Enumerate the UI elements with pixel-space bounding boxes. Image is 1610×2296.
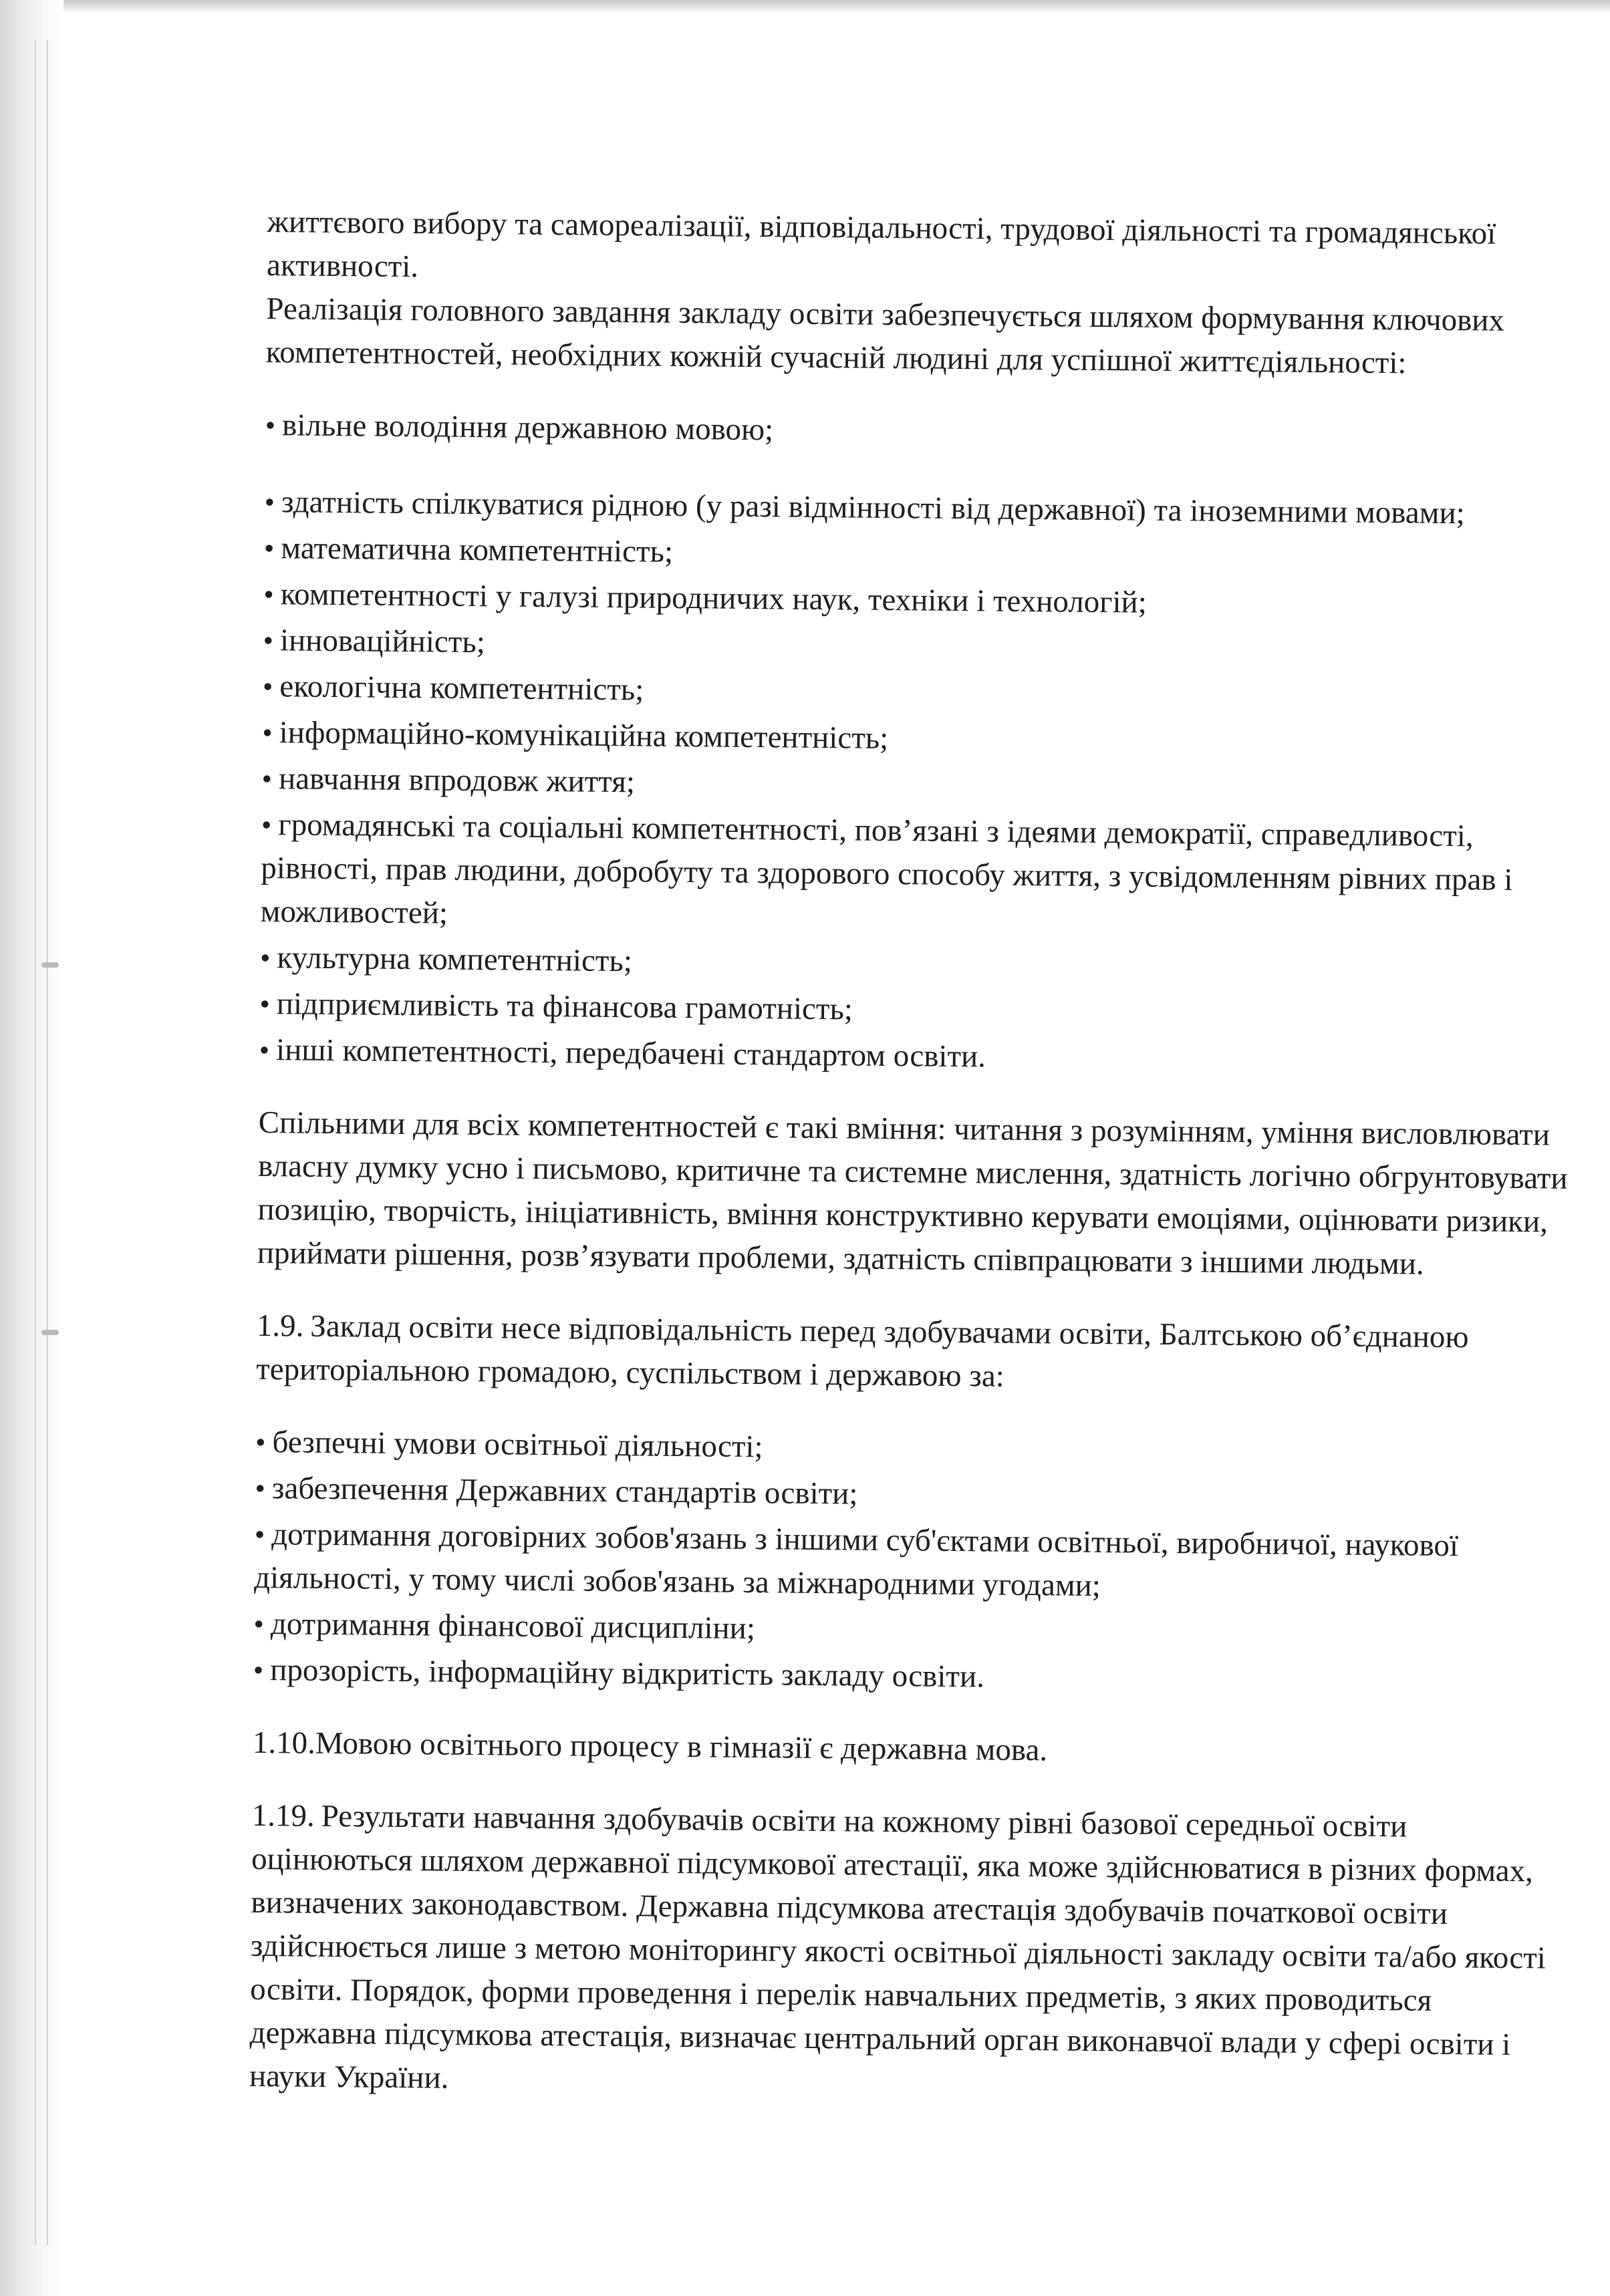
section-number: 1.9.: [256, 1308, 304, 1344]
list-item: • прозорість, інформаційну відкритість закладу освіти.: [253, 1648, 1564, 1705]
scan-binding-shadow: [0, 0, 63, 2296]
binding-stitch: [41, 962, 59, 968]
list-item: • безпечні умови освітньої діяльності;: [255, 1421, 1566, 1477]
sheet-edge-line: [35, 40, 36, 2245]
section-number: 1.19.: [251, 1798, 315, 1834]
binding-stitch: [41, 1330, 59, 1335]
list-item: • громадянські та соціальні компетентності, пов’язані з ідеями демократії, справедливості, рівності, прав людини, добробуту та здорового способу життя, з усвідомленням рівних прав і можливостей;: [260, 803, 1571, 946]
section-text: Заклад освіти несе відповідальність перед здобувачами освіти, Балтською об’єднаною територіальною громадою, суспільством і державою за:: [255, 1308, 1469, 1394]
list-item: • математична компетентність;: [264, 527, 1575, 583]
intro-paragraph-1: життєвого вибору та самореалізації, відповідальності, трудової діяльності та громадянської активності.: [266, 204, 1496, 285]
list-item: • дотримання фінансової дисципліни;: [253, 1602, 1564, 1659]
section-1-19-paragraph: [249, 1794, 1562, 2111]
list-item: • дотримання договірних зобов'язань з іншими суб'єктами освітньої, виробничої, наукової діяльності, у тому числі зобов'язань за міжнародними угодами;: [254, 1513, 1565, 1612]
list-item: • інші компетентності, передбачені стандартом освіти.: [259, 1028, 1569, 1085]
list-item: • екологічна компетентність;: [263, 665, 1573, 721]
responsibility-list: [253, 1421, 1566, 1705]
scan-top-shadow: [0, 0, 1610, 15]
list-item: • здатність спілкуватися рідною (у разі відмінності від державної) та іноземними мовами;: [264, 480, 1575, 537]
list-item: • компетентності у галузі природничих наук, техніки і технологій;: [263, 573, 1574, 629]
section-text: Мовою освітнього процесу в гімназії є державна мова.: [315, 1725, 1048, 1768]
intro-paragraph-2: Реалізація головного завдання закладу освіти забезпечується шляхом формування ключових компетентностей, необхідних кожній сучасній людині для успішної життєдіяльності:: [265, 291, 1505, 381]
section-1-10-paragraph: [253, 1721, 1563, 1777]
list-item: • навчання впродовж життя;: [261, 757, 1572, 813]
section-text: Результати навчання здобувачів освіти на кожному рівні базової середньої освіти оцінюються шляхом державної підсумкової атестації, яка може здійснюватися в різних формах, визначених законодавством. Державна підсумкова атестація здобувачів початкової освіти здійснюється лише з метою моніторингу якості освітньої діяльності закладу освіти та/або якості освіти. Порядок, форми проведення і перелік навчальних предметів, з яких проводиться державна підсумкова атестація, визначає центральний орган виконавчої влади у сфері освіти і науки України.: [249, 1798, 1547, 2096]
section-1-9-paragraph: [256, 1304, 1567, 1404]
list-item: • інноваційність;: [263, 619, 1573, 675]
list-item: • культурна компетентність;: [260, 936, 1571, 992]
list-item: • підприємливість та фінансова грамотність;: [259, 982, 1570, 1038]
page-text: [249, 200, 1577, 2111]
list-item: • інформаційно-комунікаційна компетентність;: [262, 711, 1573, 767]
competencies-list: [259, 404, 1575, 1085]
section-number: 1.10.: [252, 1725, 316, 1761]
list-item: • вільне володіння державною мовою;: [265, 404, 1575, 460]
sheet-edge-line: [47, 40, 48, 2245]
common-skills-paragraph: Спільними для всіх компетентностей є такі вміння: читання з розумінням, уміння висловлювати власну думку усно і письмово, критичне та системне мислення, здатність логічно обгрунтовувати позицію, творчість, ініціативність, вміння конструктивно керувати емоціями, оцінювати ризики, приймати рішення, розв’язувати проблеми, здатність співпрацювати з іншими людьми.: [257, 1105, 1568, 1282]
list-item: • забезпечення Державних стандартів освіти;: [255, 1467, 1565, 1523]
